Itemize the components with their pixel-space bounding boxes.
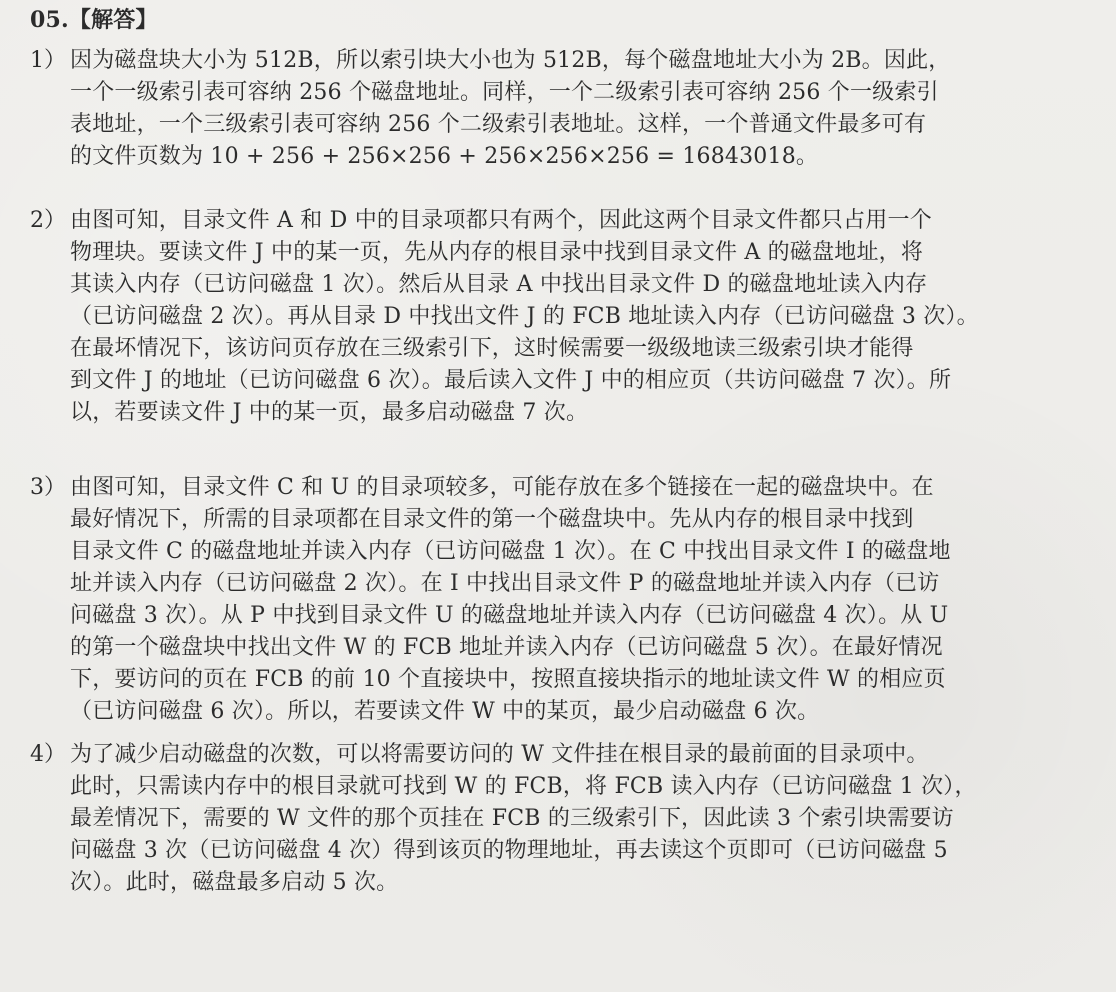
- paragraph-line: 以，若要读文件 J 中的某一页，最多启动磁盘 7 次。: [70, 400, 589, 425]
- paragraph-line: （已访问磁盘 6 次）。所以，若要读文件 W 中的某页，最少启动磁盘 6 次。: [70, 699, 820, 724]
- paragraph-line: 最好情况下，所需的目录项都在目录文件的第一个磁盘块中。先从内存的根目录中找到: [70, 507, 914, 532]
- paragraph-line: 到文件 J 的地址（已访问磁盘 6 次）。最后读入文件 J 中的相应页（共访问磁盘 7 次）。所: [70, 368, 952, 393]
- section-text: [70, 45, 1086, 173]
- paragraph-line: 址并读入内存（已访问磁盘 2 次）。在 I 中找出目录文件 P 的磁盘地址并读入内存（已访: [70, 571, 940, 596]
- paragraph-line: 下，要访问的页在 FCB 的前 10 个直接块中，按照直接块指示的地址读文件 W 的相应页: [70, 667, 946, 692]
- paragraph-line: 此时，只需读内存中的根目录就可找到 W 的 FCB，将 FCB 读入内存（已访问磁盘 1 次），: [70, 774, 977, 799]
- paragraph-line: 由图可知，目录文件 C 和 U 的目录项较多，可能存放在多个链接在一起的磁盘块中。在: [70, 475, 934, 500]
- answer-section-2: [30, 205, 1086, 429]
- answer-label: 【解答】: [68, 7, 158, 33]
- paragraph-line: 由图可知，目录文件 A 和 D 中的目录项都只有两个，因此这两个目录文件都只占用一个: [70, 208, 932, 233]
- question-number: 05.: [30, 7, 69, 33]
- section-marker: 1）: [30, 48, 66, 73]
- answer-section-1: [30, 45, 1086, 173]
- paragraph-line: 的第一个磁盘块中找出文件 W 的 FCB 地址并读入内存（已访问磁盘 5 次）。在最好情况: [70, 635, 943, 660]
- paragraph-line: 在最坏情况下，该访问页存放在三级索引下，这时候需要一级级地读三级索引块才能得: [70, 336, 914, 361]
- section-marker: 3）: [30, 475, 66, 500]
- paragraph-line: 物理块。要读文件 J 中的某一页，先从内存的根目录中找到目录文件 A 的磁盘地址，将: [70, 240, 924, 265]
- section-text: [70, 472, 1086, 728]
- paragraph-line: 最差情况下，需要的 W 文件的那个页挂在 FCB 的三级索引下，因此读 3 个索引块需要访: [70, 806, 954, 831]
- paragraph-line: 为了减少启动磁盘的次数，可以将需要访问的 W 文件挂在根目录的最前面的目录项中。: [70, 742, 929, 767]
- answer-section-3: [30, 472, 1086, 728]
- answer-heading: [30, 5, 158, 35]
- section-marker: 4）: [30, 742, 66, 767]
- paragraph-line: 一个一级索引表可容纳 256 个磁盘地址。同样，一个二级索引表可容纳 256 个一级索引: [70, 80, 939, 105]
- paragraph-line: 的文件页数为 10 + 256 + 256×256 + 256×256×256 = 16843018。: [70, 144, 819, 169]
- answer-section-4: [30, 739, 1086, 899]
- paragraph-line: 表地址，一个三级索引表可容纳 256 个二级索引表地址。这样，一个普通文件最多可有: [70, 112, 927, 137]
- section-text: [70, 205, 1086, 429]
- paragraph-line: （已访问磁盘 2 次）。再从目录 D 中找出文件 J 的 FCB 地址读入内存（已访问磁盘 3 次）。: [70, 304, 979, 329]
- paragraph-line: 目录文件 C 的磁盘地址并读入内存（已访问磁盘 1 次）。在 C 中找出目录文件 I 的磁盘地: [70, 539, 951, 564]
- paragraph-line: 次）。此时，磁盘最多启动 5 次。: [70, 870, 399, 895]
- section-marker: 2）: [30, 208, 66, 233]
- section-text: [70, 739, 1086, 899]
- paragraph-line: 问磁盘 3 次（已访问磁盘 4 次）得到该页的物理地址，再去读这个页即可（已访问磁盘 5: [70, 838, 948, 863]
- paragraph-line: 问磁盘 3 次）。从 P 中找到目录文件 U 的磁盘地址并读入内存（已访问磁盘 4 次）。从 U: [70, 603, 949, 628]
- paragraph-line: 因为磁盘块大小为 512B，所以索引块大小也为 512B，每个磁盘地址大小为 2B。因此，: [70, 48, 951, 73]
- paragraph-line: 其读入内存（已访问磁盘 1 次）。然后从目录 A 中找出目录文件 D 的磁盘地址读入内存: [70, 272, 928, 297]
